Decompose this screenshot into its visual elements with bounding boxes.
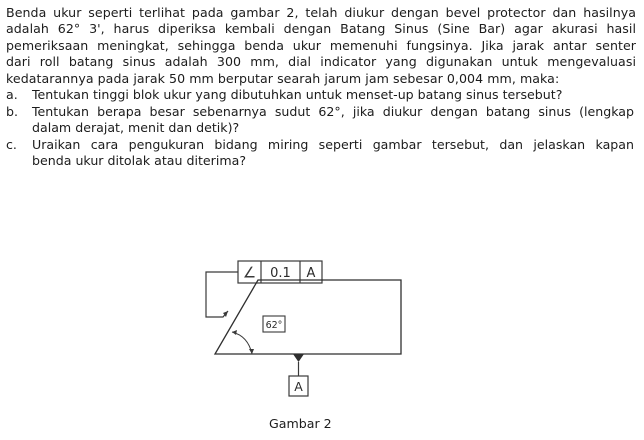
workpiece-outline	[215, 280, 401, 354]
question-line: Tentukan berapa besar sebenarnya sudut 62°, jika diukur dengan batang sinus (lengkap	[32, 103, 634, 119]
datum-reference: A	[306, 266, 316, 281]
question-marker: b.	[6, 103, 18, 119]
figure-caption: Gambar 2	[269, 416, 332, 431]
intro-line: Benda ukur seperti terlihat pada gambar 2, telah diukur dengan bevel protector dan hasilnya	[6, 5, 636, 20]
intro-line: adalah 62° 3', harus diperiksa kembali dengan Batang Sinus (Sine Bar) agar akurasi hasil	[6, 21, 636, 37]
datum-letter: A	[294, 379, 303, 394]
question-line: benda ukur ditolak atau diterima?	[32, 152, 247, 168]
intro-line: dari roll batang sinus adalah 300 mm, dial indicator yang digunakan untuk mengevaluasi	[6, 54, 636, 70]
angle-arrow-top	[232, 330, 237, 335]
datum-triangle	[293, 354, 304, 362]
intro-paragraph	[6, 5, 636, 87]
angularity-figure	[190, 250, 420, 410]
angle-arc	[232, 332, 252, 354]
question-marker: c.	[6, 136, 17, 152]
intro-line: kedatarannya pada jarak 50 mm berputar searah jarum jam sebesar 0,004 mm, maka:	[6, 70, 560, 86]
leader-line	[206, 272, 238, 317]
question-line: Uraikan cara pengukuran bidang miring seperti gambar tersebut, dan jelaskan kapan	[32, 136, 634, 152]
question-a	[6, 87, 636, 104]
intro-line: pemeriksaan meningkat, sehingga benda ukur memenuhi fungsinya. Jika jarak antar senter	[6, 37, 636, 53]
angle-label: 62°	[265, 320, 283, 331]
question-marker: a.	[6, 87, 18, 102]
question-b	[6, 104, 636, 137]
angularity-symbol: ∠	[242, 263, 257, 282]
question-c	[6, 137, 636, 170]
question-line: Tentukan tinggi blok ukur yang dibutuhkan untuk menset-up batang sinus tersebut?	[32, 87, 563, 102]
question-line: dalam derajat, menit dan detik)?	[32, 119, 240, 135]
tolerance-value: 0.1	[270, 266, 291, 281]
datum-feature-symbol	[289, 354, 308, 396]
